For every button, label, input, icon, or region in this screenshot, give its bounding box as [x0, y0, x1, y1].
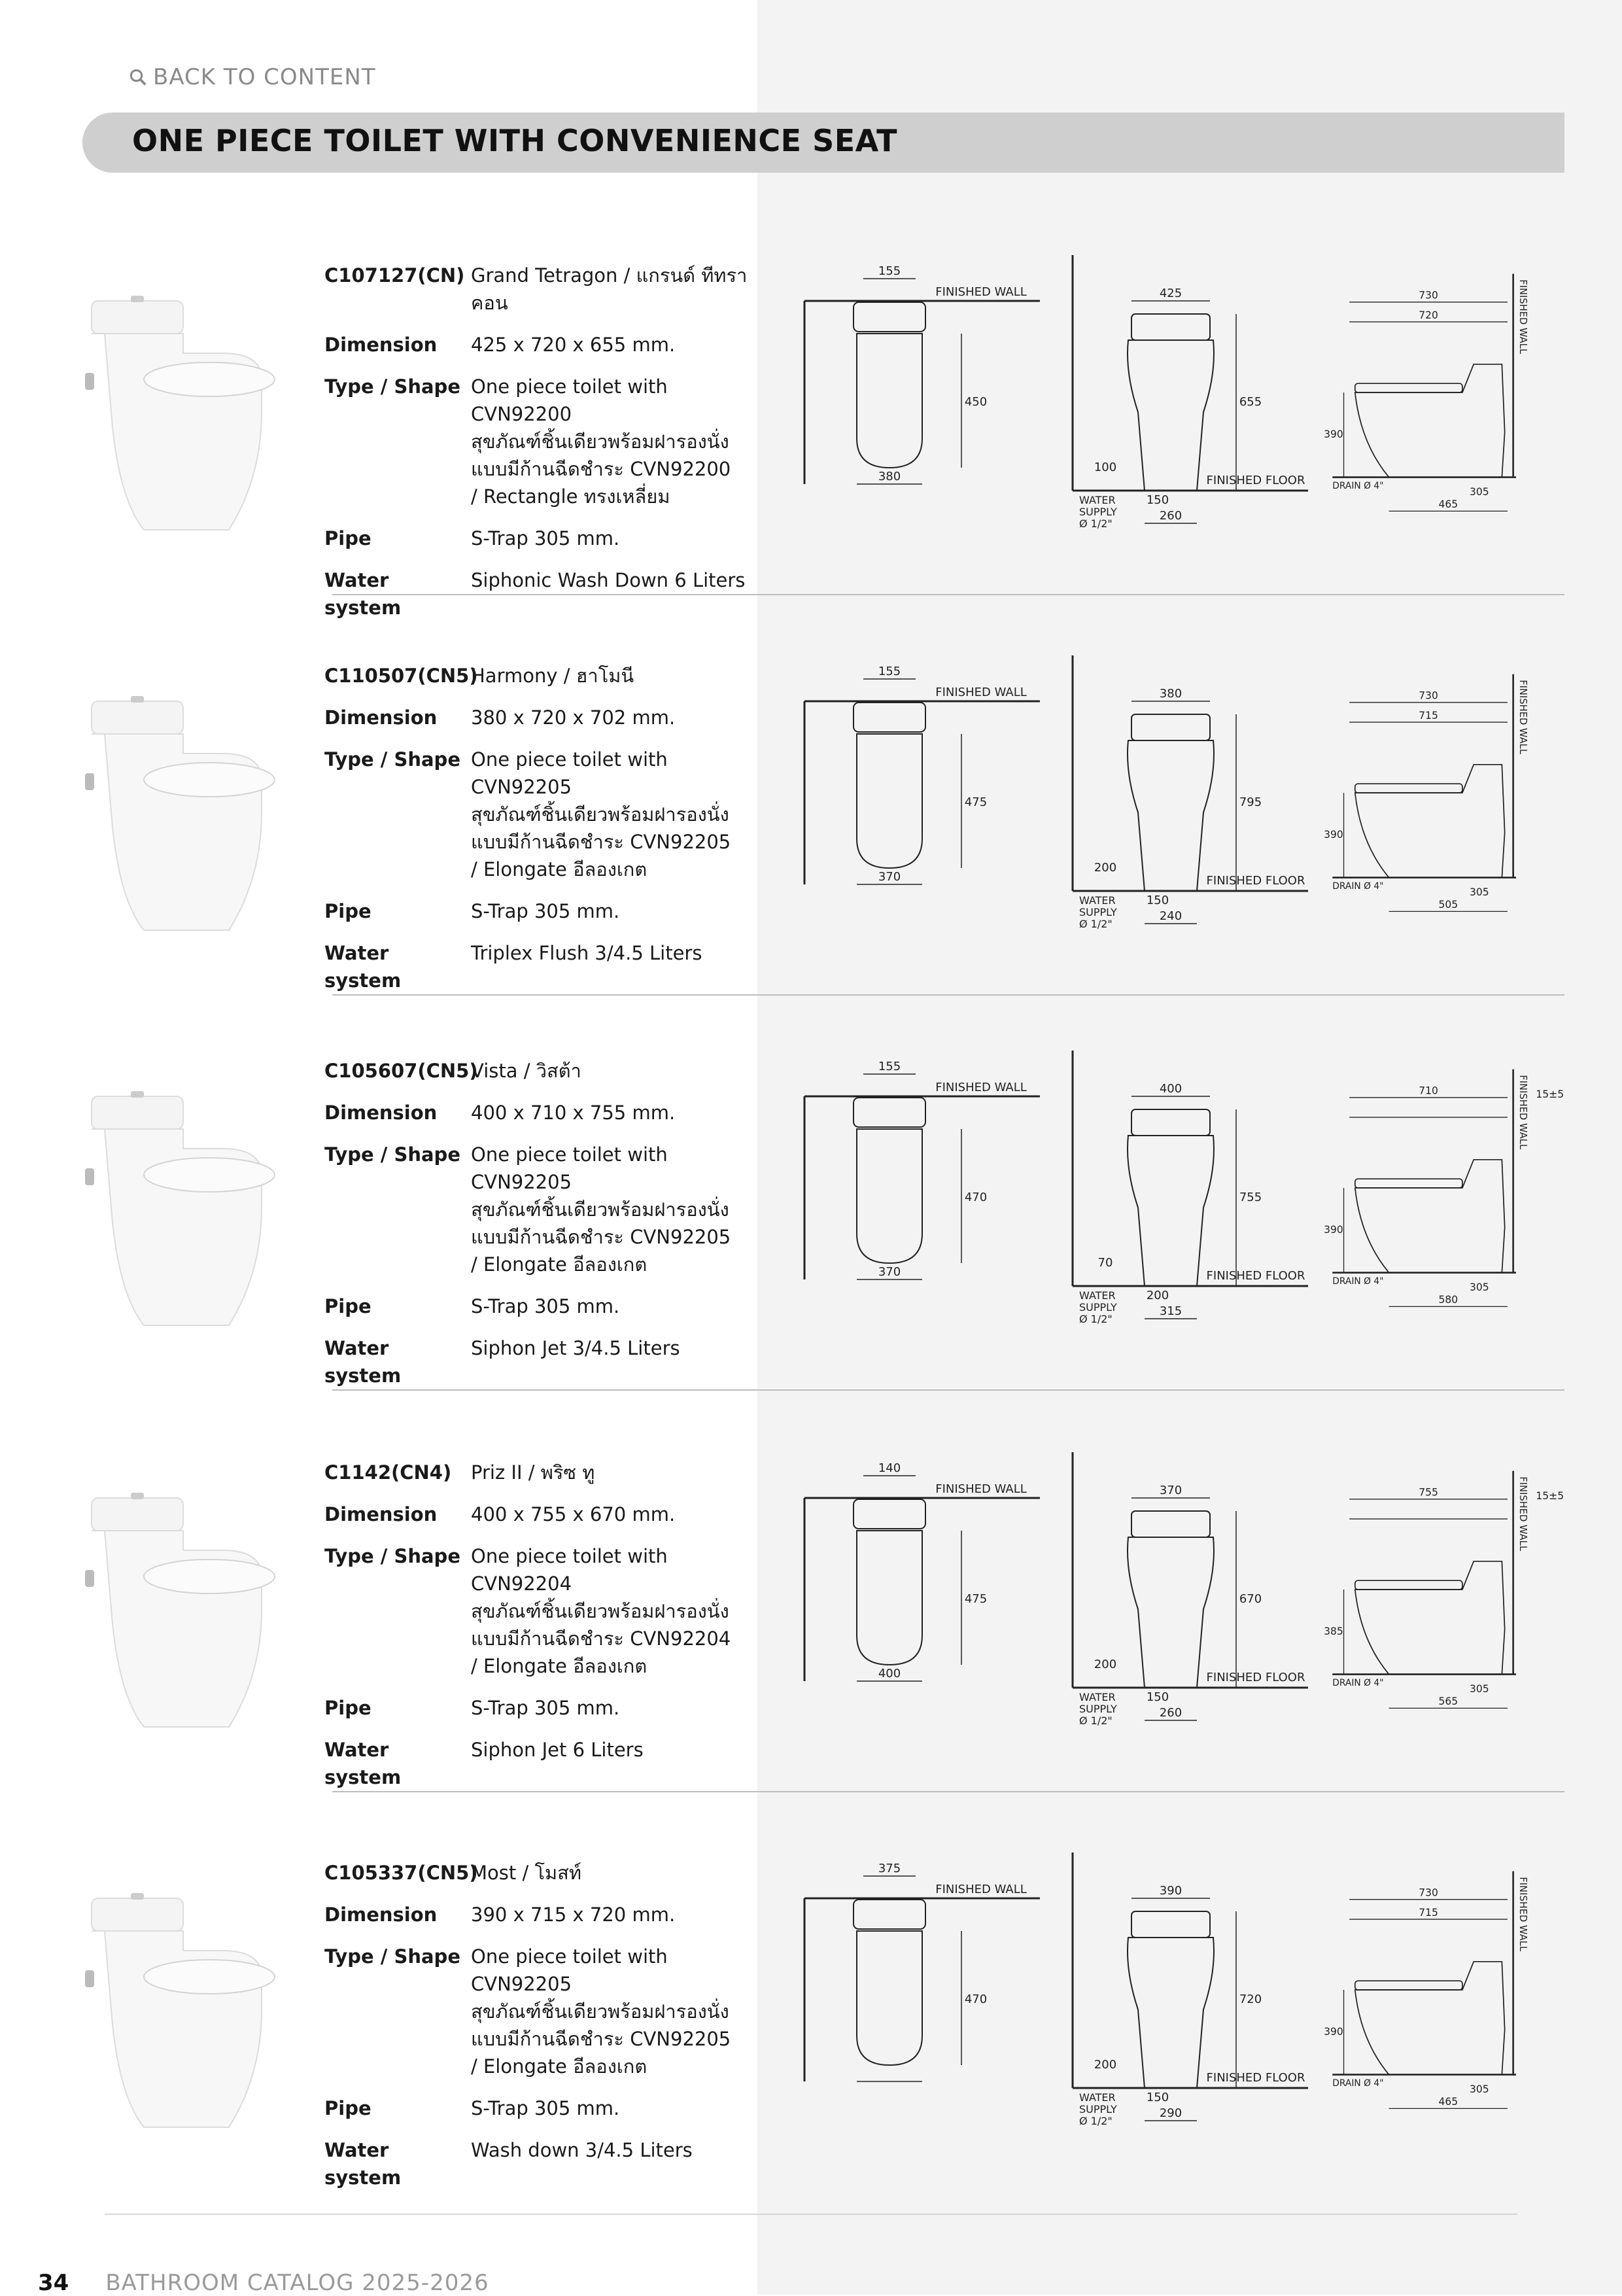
type-line: One piece toilet with CVN92205 [471, 1143, 668, 1193]
product-code: C1142(CN4) [324, 1461, 452, 1484]
product-name: Vista / วิสต้า [471, 1060, 581, 1082]
product-photo [65, 281, 288, 556]
dim-supply-width: 150 [1146, 493, 1169, 507]
front-bowl-outline [1128, 340, 1214, 491]
front-view-drawing [1060, 242, 1308, 543]
front-view-drawing [1060, 642, 1308, 943]
dim-supply-width: 150 [1146, 2091, 1169, 2104]
water-system-label: Water system [324, 2139, 402, 2189]
type-line: สุขภัณฑ์ชิ้นเดียวพร้อมฝารองนั่ง [471, 2000, 729, 2023]
seat-shape [144, 1960, 275, 1994]
spec-row-water [324, 2136, 769, 2191]
side-view-drawing [1321, 242, 1570, 543]
search-icon [128, 67, 148, 87]
tank-outline [854, 703, 925, 732]
dimension-value: 390 x 715 x 720 mm. [471, 1904, 676, 1926]
type-shape-value [471, 373, 769, 510]
dim-wall-gap: 15±5 [1536, 1489, 1564, 1502]
front-bowl-outline [1128, 1938, 1214, 2088]
side-seat-outline [1355, 383, 1462, 392]
top-view-drawing [798, 1439, 1046, 1701]
dim-side-height: 390 [1324, 1224, 1343, 1236]
finished-wall-label: FINISHED WALL [935, 1883, 1027, 1896]
type-shape-value [471, 1141, 769, 1278]
dim-side-base: 465 [1438, 2096, 1458, 2108]
top-view-drawing [798, 1037, 1046, 1299]
side-body-outline [1355, 765, 1505, 878]
bidet-lever [85, 373, 94, 390]
spec-row-pipe [324, 1293, 769, 1320]
dim-supply-height: 100 [1094, 461, 1117, 474]
front-tank-outline [1131, 1511, 1210, 1537]
water-supply-label-2: SUPPLY [1079, 2103, 1117, 2115]
bowl-shape [92, 1129, 262, 1325]
page-number: 34 [38, 2270, 69, 2296]
dim-wall-gap: 15±5 [1536, 1088, 1564, 1100]
spec-table [324, 1459, 769, 1805]
dim-base-width: 315 [1159, 1304, 1182, 1318]
dim-front-height: 655 [1239, 395, 1262, 409]
side-finished-wall-label: FINISHED WALL [1517, 279, 1528, 355]
product-code: C107127(CN) [324, 264, 465, 287]
finished-floor-label: FINISHED FLOOR [1206, 1671, 1305, 1684]
tank-shape [92, 301, 183, 334]
side-finished-wall-label: FINISHED WALL [1517, 1877, 1528, 1952]
dim-side-height: 390 [1324, 428, 1343, 441]
side-body-outline [1355, 364, 1505, 478]
dim-top-width: 370 [878, 870, 901, 884]
product-photo [65, 1478, 288, 1753]
spec-row-water [324, 1334, 769, 1389]
type-line: / Elongate อีลองเกต [471, 1655, 647, 1677]
bidet-lever [85, 1570, 94, 1587]
water-supply-label-2: SUPPLY [1079, 506, 1117, 518]
dim-trap: 305 [1469, 2083, 1489, 2096]
dim-base-width: 290 [1159, 2106, 1182, 2120]
product-photo [65, 1879, 288, 2153]
dim-side-total: 755 [1419, 1486, 1438, 1499]
finished-wall-label: FINISHED WALL [935, 1081, 1027, 1094]
side-seat-outline [1355, 1179, 1462, 1188]
bowl-outline [857, 1129, 922, 1263]
side-view-drawing [1321, 1037, 1570, 1338]
dimension-label: Dimension [324, 1904, 438, 1926]
dimension-value: 400 x 710 x 755 mm. [471, 1102, 676, 1124]
dim-top-offset: 140 [878, 1461, 901, 1475]
type-line: แบบมีก้านฉีดชำระ CVN92205 [471, 1226, 731, 1248]
dim-trap: 305 [1469, 886, 1489, 899]
top-view-drawing [798, 1839, 1046, 2101]
dim-supply-height: 70 [1097, 1256, 1113, 1270]
side-view-drawing [1321, 1839, 1570, 2140]
bowl-shape [92, 734, 262, 930]
type-line: แบบมีก้านฉีดชำระ CVN92200 [471, 458, 731, 480]
product-section [0, 1459, 1622, 1812]
spec-row-pipe [324, 897, 769, 925]
seat-shape [144, 763, 275, 797]
catalog-name: BATHROOM CATALOG 2025-2026 [105, 2270, 489, 2296]
back-to-content-label: BACK TO CONTENT [153, 64, 376, 90]
type-shape-label: Type / Shape [324, 1945, 460, 1968]
dim-side-base: 580 [1438, 1294, 1458, 1306]
type-shape-label: Type / Shape [324, 748, 460, 771]
pipe-value: S-Trap 305 mm. [471, 1697, 620, 1719]
type-line: One piece toilet with CVN92200 [471, 375, 668, 425]
dim-front-width: 370 [1159, 1484, 1182, 1497]
dimension-value: 400 x 755 x 670 mm. [471, 1503, 676, 1525]
product-name: Grand Tetragon / แกรนด์ ทีทราคอน [471, 264, 748, 314]
pipe-value: S-Trap 305 mm. [471, 527, 620, 549]
product-section [0, 262, 1622, 619]
tank-shape [92, 701, 183, 734]
water-supply-label-1: WATER [1079, 2091, 1116, 2104]
type-line: One piece toilet with CVN92205 [471, 1945, 668, 1995]
product-name: Most / โมสท์ [471, 1862, 581, 1884]
spec-row-dimension [324, 1501, 769, 1528]
drain-label: DRAIN Ø 4" [1332, 1677, 1384, 1688]
spec-row-model [324, 662, 769, 689]
water-supply-label-1: WATER [1079, 1289, 1116, 1302]
spec-row-water [324, 939, 769, 994]
seat-shape [144, 362, 275, 396]
spec-row-pipe [324, 525, 769, 552]
dim-top-width: 400 [878, 1667, 901, 1680]
side-view-drawing [1321, 642, 1570, 943]
water-supply-label-3: Ø 1/2" [1079, 1313, 1113, 1325]
water-system-value: Siphon Jet 3/4.5 Liters [471, 1337, 680, 1359]
dim-side-total: 710 [1419, 1085, 1438, 1097]
flush-button [131, 1893, 144, 1900]
finished-floor-label: FINISHED FLOOR [1206, 874, 1305, 888]
bowl-shape [92, 1531, 262, 1727]
front-bowl-outline [1128, 740, 1214, 891]
spec-row-model [324, 1057, 769, 1085]
type-shape-value [471, 1542, 769, 1680]
finished-floor-label: FINISHED FLOOR [1206, 2071, 1305, 2085]
drain-label: DRAIN Ø 4" [1332, 480, 1384, 491]
dim-trap: 305 [1469, 1281, 1489, 1294]
dim-side-total: 730 [1419, 1887, 1438, 1899]
bowl-outline [857, 1931, 922, 2065]
pipe-value: S-Trap 305 mm. [471, 2097, 620, 2119]
water-supply-label-3: Ø 1/2" [1079, 517, 1113, 530]
spec-table [324, 662, 769, 1009]
tank-outline [854, 1900, 925, 1929]
finished-wall-label: FINISHED WALL [935, 285, 1027, 299]
front-tank-outline [1131, 1109, 1210, 1136]
tank-shape [92, 1898, 183, 1931]
bowl-shape [92, 334, 262, 530]
water-system-label: Water system [324, 1337, 402, 1387]
section-divider [332, 1389, 1564, 1391]
drain-label: DRAIN Ø 4" [1332, 2078, 1384, 2089]
spec-table [324, 1859, 769, 2206]
dim-side-base: 465 [1438, 498, 1458, 511]
bidet-lever [85, 1168, 94, 1185]
side-body-outline [1355, 1561, 1505, 1675]
dim-top-depth: 475 [964, 795, 988, 809]
dim-top-depth: 450 [964, 395, 988, 409]
water-system-value: Siphon Jet 6 Liters [471, 1739, 644, 1761]
dim-side-total: 730 [1419, 689, 1438, 702]
dim-supply-width: 150 [1146, 1690, 1169, 1704]
dim-trap: 305 [1469, 486, 1489, 498]
dim-supply-height: 200 [1094, 2058, 1117, 2072]
footer [38, 2270, 489, 2296]
type-line: สุขภัณฑ์ชิ้นเดียวพร้อมฝารองนั่ง [471, 1198, 729, 1221]
section-divider [332, 994, 1564, 996]
dim-side-base: 505 [1438, 899, 1458, 911]
type-line: / Elongate อีลองเกต [471, 2055, 647, 2078]
side-body-outline [1355, 1160, 1505, 1273]
dim-side-inner: 720 [1419, 309, 1438, 321]
pipe-label: Pipe [324, 1295, 371, 1317]
dim-side-inner: 715 [1419, 1906, 1438, 1919]
water-system-value: Wash down 3/4.5 Liters [471, 2139, 693, 2161]
section-divider [332, 594, 1564, 595]
spec-table [324, 262, 769, 636]
spec-row-dimension [324, 1901, 769, 1928]
dimension-label: Dimension [324, 334, 438, 356]
spec-row-type [324, 746, 769, 883]
water-supply-label-3: Ø 1/2" [1079, 918, 1113, 930]
product-name: Harmony / ฮาโมนี [471, 665, 634, 687]
water-system-value: Triplex Flush 3/4.5 Liters [471, 942, 702, 964]
product-photo [65, 1077, 288, 1351]
dim-side-base: 565 [1438, 1696, 1458, 1708]
section-divider [332, 1791, 1564, 1792]
type-shape-label: Type / Shape [324, 1143, 460, 1166]
dim-top-width: 370 [878, 1265, 901, 1279]
type-line: One piece toilet with CVN92205 [471, 748, 668, 798]
dim-top-width: 380 [878, 470, 901, 483]
dimension-label: Dimension [324, 1503, 438, 1525]
front-view-drawing [1060, 1439, 1308, 1740]
finished-wall-label: FINISHED WALL [935, 686, 1027, 699]
spec-row-type [324, 1943, 769, 2080]
spec-row-model [324, 1459, 769, 1486]
water-system-label: Water system [324, 1739, 402, 1788]
bowl-outline [857, 734, 922, 868]
bowl-outline [857, 1531, 922, 1665]
type-shape-value [471, 746, 769, 883]
spec-row-type [324, 1141, 769, 1278]
dim-top-depth: 470 [964, 1191, 988, 1204]
type-shape-label: Type / Shape [324, 1545, 460, 1567]
pipe-label: Pipe [324, 900, 371, 922]
type-line: สุขภัณฑ์ชิ้นเดียวพร้อมฝารองนั่ง [471, 803, 729, 826]
type-shape-label: Type / Shape [324, 375, 460, 398]
front-bowl-outline [1128, 1136, 1214, 1286]
side-body-outline [1355, 1962, 1505, 2075]
front-tank-outline [1131, 1911, 1210, 1938]
finished-floor-label: FINISHED FLOOR [1206, 1269, 1305, 1283]
spec-row-pipe [324, 2095, 769, 2122]
pipe-label: Pipe [324, 2097, 371, 2119]
pipe-label: Pipe [324, 527, 371, 549]
footer-divider [105, 2214, 1517, 2215]
product-photo [65, 682, 288, 956]
spec-row-type [324, 1542, 769, 1680]
product-code: C105337(CN5) [324, 1862, 478, 1884]
side-view-drawing [1321, 1439, 1570, 1740]
dim-side-height: 390 [1324, 2026, 1343, 2038]
dim-base-width: 240 [1159, 909, 1182, 923]
type-line: แบบมีก้านฉีดชำระ CVN92205 [471, 2028, 731, 2050]
front-view-drawing [1060, 1037, 1308, 1338]
tank-shape [92, 1096, 183, 1129]
dim-trap: 305 [1469, 1683, 1489, 1696]
dim-top-depth: 475 [964, 1592, 988, 1606]
dim-supply-width: 150 [1146, 894, 1169, 907]
spec-row-dimension [324, 704, 769, 731]
spec-table [324, 1057, 769, 1404]
back-to-content-link[interactable] [128, 64, 376, 90]
dim-side-height: 390 [1324, 829, 1343, 841]
dim-side-height: 385 [1324, 1626, 1343, 1638]
water-supply-label-1: WATER [1079, 494, 1116, 506]
finished-wall-label: FINISHED WALL [935, 1482, 1027, 1496]
water-supply-label-2: SUPPLY [1079, 906, 1117, 918]
dim-top-offset: 375 [878, 1862, 901, 1875]
dim-front-width: 400 [1159, 1082, 1182, 1096]
pipe-label: Pipe [324, 1697, 371, 1719]
side-seat-outline [1355, 784, 1462, 793]
dim-front-width: 390 [1159, 1884, 1182, 1898]
type-line: แบบมีก้านฉีดชำระ CVN92205 [471, 831, 731, 853]
spec-row-pipe [324, 1694, 769, 1722]
water-supply-label-3: Ø 1/2" [1079, 2115, 1113, 2127]
drain-label: DRAIN Ø 4" [1332, 880, 1384, 892]
side-finished-wall-label: FINISHED WALL [1517, 680, 1528, 755]
page-title-bar [82, 113, 1564, 173]
dimension-value: 380 x 720 x 702 mm. [471, 706, 676, 729]
dim-top-offset: 155 [878, 1060, 901, 1073]
water-system-label: Water system [324, 569, 402, 619]
type-line: แบบมีก้านฉีดชำระ CVN92204 [471, 1627, 731, 1650]
spec-row-model [324, 1859, 769, 1887]
product-section [0, 1859, 1622, 2212]
dim-supply-height: 200 [1094, 861, 1117, 875]
front-view-drawing [1060, 1839, 1308, 2140]
product-section [0, 662, 1622, 1015]
flush-button [131, 296, 144, 302]
dim-front-height: 795 [1239, 795, 1262, 809]
drain-label: DRAIN Ø 4" [1332, 1276, 1384, 1287]
top-view-drawing [798, 642, 1046, 904]
pipe-value: S-Trap 305 mm. [471, 1295, 620, 1317]
spec-row-water [324, 1736, 769, 1791]
water-supply-label-2: SUPPLY [1079, 1301, 1117, 1313]
bowl-shape [92, 1931, 262, 2127]
product-section [0, 1057, 1622, 1410]
dim-supply-height: 200 [1094, 1658, 1117, 1671]
tank-outline [854, 302, 925, 332]
dim-side-inner: 715 [1419, 709, 1438, 722]
pipe-value: S-Trap 305 mm. [471, 900, 620, 922]
dim-base-width: 260 [1159, 509, 1182, 523]
spec-row-dimension [324, 1099, 769, 1126]
spec-row-type [324, 373, 769, 510]
product-code: C105607(CN5) [324, 1060, 478, 1082]
tank-outline [854, 1499, 925, 1529]
water-supply-label-1: WATER [1079, 1691, 1116, 1703]
page-title: ONE PIECE TOILET WITH CONVENIENCE SEAT [132, 123, 898, 158]
finished-floor-label: FINISHED FLOOR [1206, 474, 1305, 487]
bidet-lever [85, 1970, 94, 1987]
dim-top-depth: 470 [964, 1992, 988, 2006]
dim-front-height: 720 [1239, 1992, 1262, 2006]
dim-top-offset: 155 [878, 264, 901, 278]
bidet-lever [85, 773, 94, 790]
type-line: สุขภัณฑ์ชิ้นเดียวพร้อมฝารองนั่ง [471, 1600, 729, 1622]
dim-top-offset: 155 [878, 665, 901, 678]
dim-front-height: 670 [1239, 1592, 1262, 1606]
tank-outline [854, 1098, 925, 1127]
flush-button [131, 696, 144, 703]
flush-button [131, 1091, 144, 1098]
dim-supply-width: 200 [1146, 1289, 1169, 1302]
side-seat-outline [1355, 1981, 1462, 1990]
spec-row-model [324, 262, 769, 317]
product-name: Priz II / พริซ ทู [471, 1461, 595, 1484]
type-line: / Elongate อีลองเกต [471, 858, 647, 880]
side-finished-wall-label: FINISHED WALL [1517, 1476, 1528, 1552]
product-code: C110507(CN5) [324, 665, 478, 687]
side-seat-outline [1355, 1580, 1462, 1590]
side-finished-wall-label: FINISHED WALL [1517, 1075, 1528, 1150]
type-line: One piece toilet with CVN92204 [471, 1545, 668, 1595]
water-supply-label-3: Ø 1/2" [1079, 1714, 1113, 1727]
dimension-label: Dimension [324, 706, 438, 729]
seat-shape [144, 1158, 275, 1192]
type-line: สุขภัณฑ์ชิ้นเดียวพร้อมฝารองนั่ง [471, 430, 729, 453]
dim-front-width: 425 [1159, 287, 1182, 300]
dim-front-width: 380 [1159, 687, 1182, 701]
flush-button [131, 1493, 144, 1499]
dim-side-total: 730 [1419, 289, 1438, 302]
type-shape-value [471, 1943, 769, 2080]
front-bowl-outline [1128, 1537, 1214, 1688]
spec-row-dimension [324, 331, 769, 358]
front-tank-outline [1131, 314, 1210, 340]
dim-front-height: 755 [1239, 1191, 1262, 1204]
water-supply-label-2: SUPPLY [1079, 1703, 1117, 1715]
dimension-value: 425 x 720 x 655 mm. [471, 334, 676, 356]
water-system-label: Water system [324, 942, 402, 992]
water-supply-label-1: WATER [1079, 894, 1116, 907]
water-system-value: Siphonic Wash Down 6 Liters [471, 569, 746, 591]
seat-shape [144, 1559, 275, 1593]
top-view-drawing [798, 242, 1046, 504]
front-tank-outline [1131, 714, 1210, 740]
dimension-label: Dimension [324, 1102, 438, 1124]
type-line: / Rectangle ทรงเหลี่ยม [471, 485, 670, 508]
tank-shape [92, 1498, 183, 1531]
dim-base-width: 260 [1159, 1706, 1182, 1720]
bowl-outline [857, 334, 922, 468]
type-line: / Elongate อีลองเกต [471, 1253, 647, 1276]
